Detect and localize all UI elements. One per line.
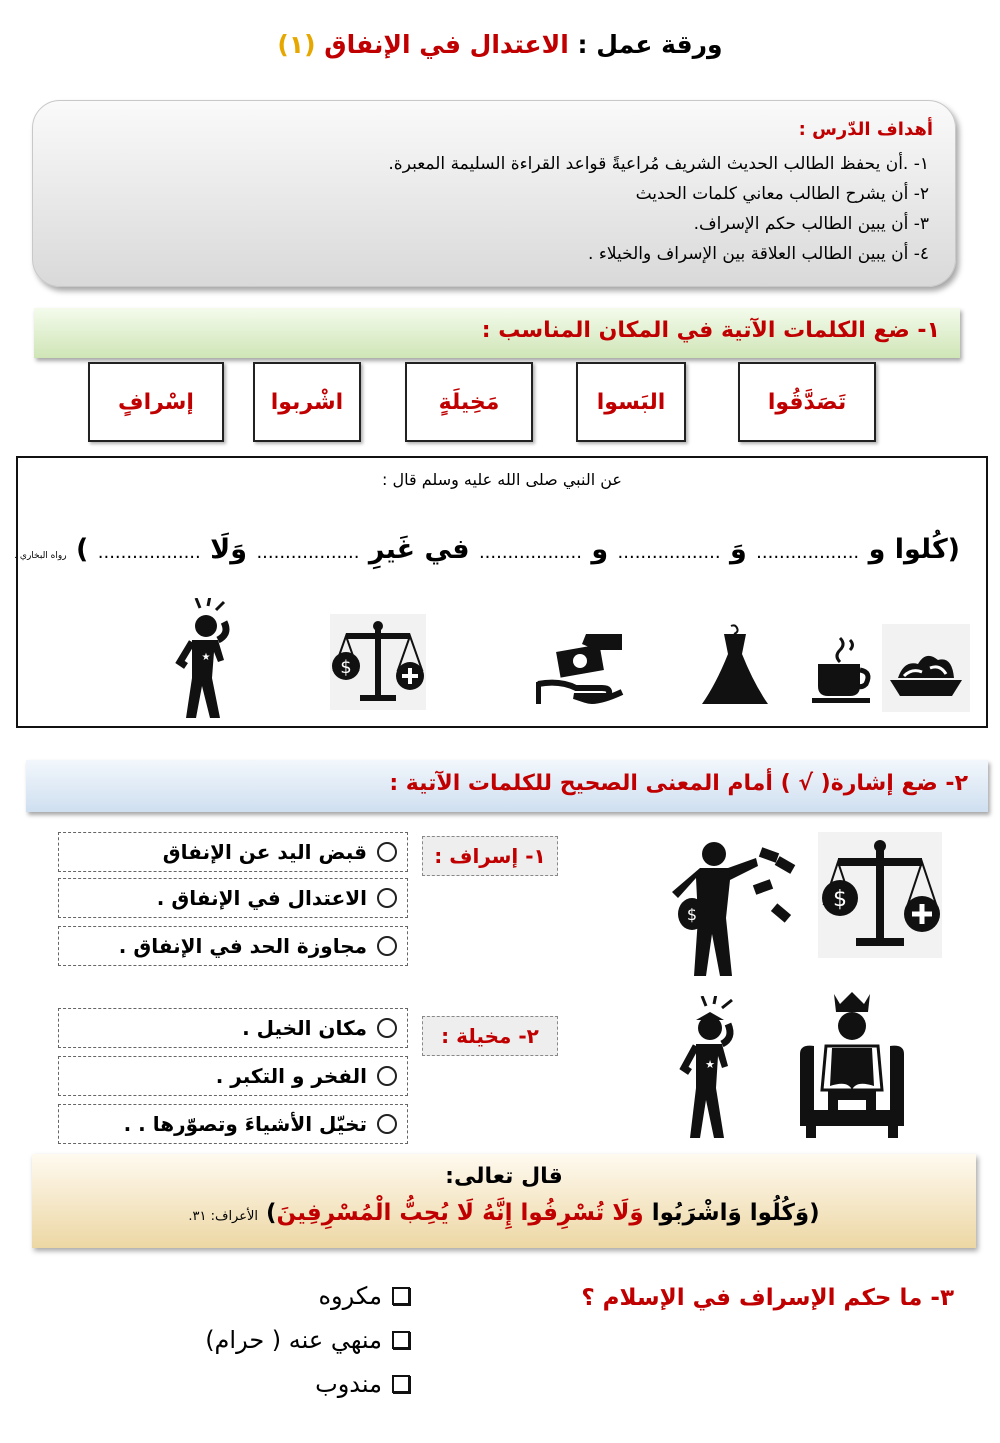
objective-item: ٤- أن يبين الطالب العلاقة بين الإسراف والخيلاء . [588, 244, 929, 264]
verse-part: ) [266, 1200, 277, 1226]
checkbox-label: مندوب [315, 1370, 382, 1398]
answer-option[interactable] [58, 926, 408, 966]
word-card[interactable]: تَصَدَّقُوا [738, 362, 876, 442]
blank-slot[interactable]: .................. [756, 542, 860, 563]
checkbox-option[interactable] [315, 1370, 410, 1398]
checkbox-option[interactable] [318, 1282, 410, 1310]
page-title [0, 30, 1000, 59]
term-label: ٢- مخيلة : [422, 1016, 558, 1056]
radio-button[interactable] [377, 888, 397, 908]
answer-option[interactable] [58, 878, 408, 918]
svg-text:$: $ [833, 887, 847, 912]
checkbox[interactable] [392, 1375, 410, 1393]
balance-scale-icon [330, 614, 426, 710]
checkbox[interactable] [392, 1331, 410, 1349]
blank-slot[interactable]: .................. [97, 542, 201, 563]
option-label: مكان الخيل . [242, 1016, 367, 1040]
svg-text:$: $ [340, 657, 352, 678]
hadith-part: وَلَا [210, 534, 248, 565]
king-on-throne-icon [786, 990, 918, 1140]
radio-button[interactable] [377, 936, 397, 956]
svg-text:$: $ [686, 905, 698, 924]
coffee-cup-icon [810, 634, 874, 704]
verse-part: إِنَّهُ [482, 1200, 513, 1226]
radio-button[interactable] [377, 842, 397, 862]
hadith-box [16, 456, 988, 728]
word-card[interactable]: اشْربوا [253, 362, 361, 442]
option-label: مجاوزة الحد في الإنفاق . [118, 934, 367, 958]
arrogant-person-icon [676, 996, 744, 1142]
blank-slot[interactable]: .................. [478, 542, 582, 563]
blank-slot[interactable]: .................. [617, 542, 721, 563]
answer-option[interactable] [58, 1056, 408, 1096]
verse-part: (وَكُلُوا وَاشْرَبُوا [651, 1200, 820, 1226]
objectives-list [388, 149, 929, 269]
arrogant-person-icon [172, 598, 242, 722]
balance-scale-icon [818, 832, 942, 958]
quran-verse-box [32, 1154, 976, 1248]
hadith-part: في غَيرِ [368, 534, 470, 565]
hadith-source: رواه البخاري . [14, 551, 67, 561]
option-label: الفخر و التكبر . [215, 1064, 367, 1088]
title-number: (١) [277, 30, 316, 59]
verse-intro: قال تعالى: [445, 1164, 563, 1189]
section2-banner [26, 760, 988, 812]
hadith-part: وَ [729, 534, 747, 565]
option-label: الاعتدال في الإنفاق . [156, 886, 367, 910]
svg-text:★: ★ [705, 1058, 715, 1071]
hadith-part: ) [76, 534, 89, 565]
option-label: تخيّل الأشياءَ وتصوّرها . . [123, 1112, 367, 1136]
verse-highlight: لَا يُحِبُّ الْمُسْرِفِينَ [276, 1200, 475, 1226]
objective-item: ٢- أن يشرح الطالب معاني كلمات الحديث [635, 184, 929, 204]
giving-money-icon [536, 630, 632, 706]
answer-option[interactable] [58, 1104, 408, 1144]
section1-banner [34, 308, 960, 358]
answer-option[interactable] [58, 832, 408, 872]
radio-button[interactable] [377, 1018, 397, 1038]
radio-button[interactable] [377, 1066, 397, 1086]
verse-highlight: وَلَا تُسْرِفُوا [520, 1200, 644, 1226]
section2-heading: ٢- ضع إشارة( √ ) أمام المعنى الصحيح للكلمات الآتية : [389, 771, 968, 796]
section1-heading: ١- ضع الكلمات الآتية في المكان المناسب : [481, 318, 940, 343]
hadith-intro: عن النبي صلى الله عليه وسلم قال : [382, 470, 622, 489]
radio-button[interactable] [377, 1114, 397, 1134]
hadith-text [14, 534, 960, 565]
objectives-panel [32, 100, 956, 287]
verse-text [32, 1200, 976, 1226]
question3-text: ٣- ما حكم الإسراف في الإسلام ؟ [581, 1285, 954, 1311]
checkbox-label: منهي عنه ( حرام) [205, 1326, 382, 1354]
blank-slot[interactable]: .................. [256, 542, 360, 563]
verse-reference: الأعراف: ٣١. [188, 1209, 259, 1224]
objective-item: ٣- أن يبين الطالب حكم الإسراف. [693, 214, 929, 234]
word-card[interactable]: البَسوا [576, 362, 686, 442]
hadith-part: (كُلوا و [868, 534, 960, 565]
term-label: ١- إسراف : [422, 836, 558, 876]
hadith-part: و [591, 534, 609, 565]
answer-option[interactable] [58, 1008, 408, 1048]
svg-text:★: ★ [201, 652, 211, 663]
spending-person-icon [666, 838, 802, 980]
title-main: الاعتدال في الإنفاق [324, 30, 569, 59]
objective-item: ١- .أن يحفظ الطالب الحديث الشريف مُراعيةً قواعد القراءة السليمة المعبرة. [388, 154, 929, 174]
dress-icon [698, 624, 772, 706]
title-prefix: ورقة عمل : [577, 30, 723, 59]
word-card[interactable]: مَخِيلَةٍ [405, 362, 533, 442]
food-icon [882, 624, 970, 712]
checkbox-option[interactable] [205, 1326, 410, 1354]
checkbox[interactable] [392, 1287, 410, 1305]
option-label: قبض اليد عن الإنفاق [162, 840, 367, 864]
word-card[interactable]: إسْرافٍ [88, 362, 224, 442]
objectives-heading: أهداف الدّرس : [798, 119, 933, 140]
checkbox-label: مكروه [318, 1282, 382, 1310]
